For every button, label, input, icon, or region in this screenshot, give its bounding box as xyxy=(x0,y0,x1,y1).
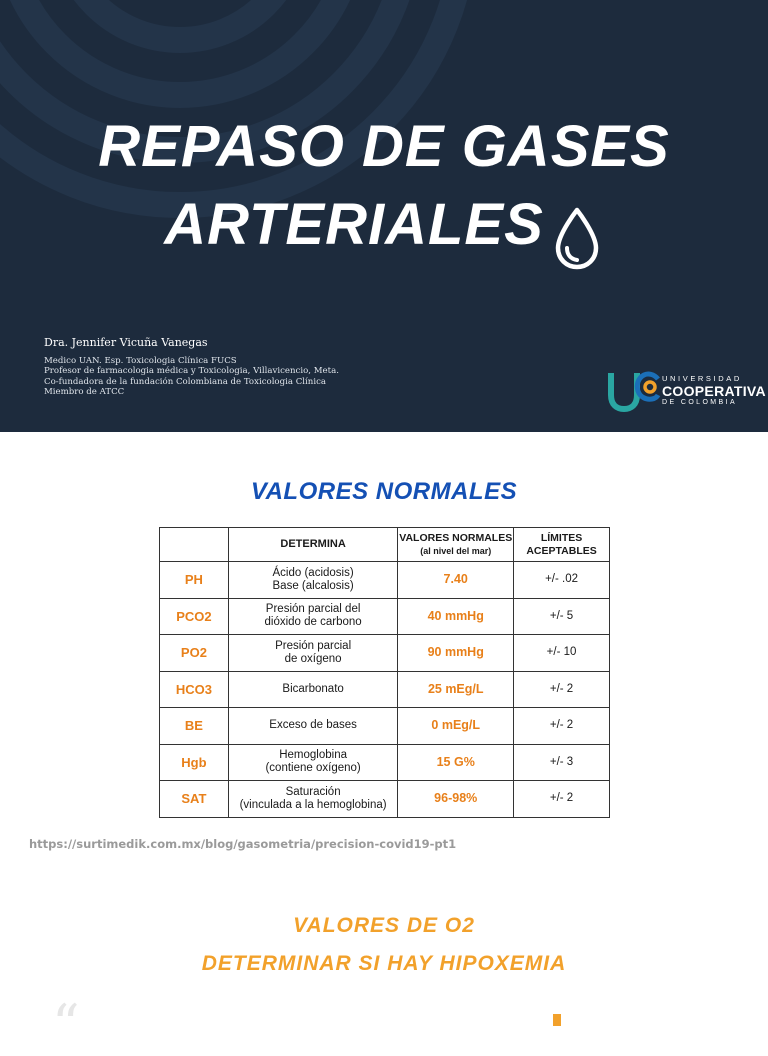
header-limits: LÍMITES ACEPTABLES xyxy=(514,528,610,562)
slide-title-line1: REPASO DE GASES xyxy=(98,114,670,179)
row-param: PCO2 xyxy=(160,598,229,635)
row-limits: +/- 2 xyxy=(514,671,610,708)
table-row xyxy=(160,708,610,745)
water-drop-icon xyxy=(552,206,602,272)
section-title: VALORES NORMALES xyxy=(250,478,518,505)
title-slide xyxy=(0,0,768,432)
row-normal-value: 96-98% xyxy=(398,781,514,818)
row-limits: +/- 2 xyxy=(514,781,610,818)
table-row xyxy=(160,744,610,781)
normal-values-table xyxy=(159,527,610,818)
row-determina xyxy=(228,781,398,818)
row-normal-value: 25 mEg/L xyxy=(398,671,514,708)
row-param: PH xyxy=(160,562,229,599)
determina-line: Presión parcial del xyxy=(265,603,361,616)
determina-line: dióxido de carbono xyxy=(264,616,362,629)
row-determina xyxy=(228,744,398,781)
subtitle-line2: DETERMINAR SI HAY HIPOXEMIA xyxy=(201,952,567,975)
ucc-logo-text xyxy=(662,374,766,406)
determina-line: Bicarbonato xyxy=(282,682,344,695)
row-param: PO2 xyxy=(160,635,229,672)
logo-line2: COOPERATIVA xyxy=(662,383,766,399)
normal-values-slide xyxy=(0,432,768,1056)
author-bio xyxy=(44,356,339,398)
row-normal-value: 0 mEg/L xyxy=(398,708,514,745)
determina-line: Hemoglobina xyxy=(279,749,347,762)
row-normal-value: 40 mmHg xyxy=(398,598,514,635)
source-link[interactable]: https://surtimedik.com.mx/blog/gasometria/precision-covid19-pt1 xyxy=(29,837,457,851)
determina-line: Presión parcial xyxy=(275,639,352,652)
orange-accent-bar xyxy=(553,1014,561,1026)
determina-line: de oxígeno xyxy=(284,652,342,665)
header-normal-values xyxy=(398,528,514,562)
row-param: BE xyxy=(160,708,229,745)
header-determina: DETERMINA xyxy=(228,528,398,562)
row-limits: +/- 2 xyxy=(514,708,610,745)
author-name: Dra. Jennifer Vicuña Vanegas xyxy=(44,336,208,349)
row-determina xyxy=(228,598,398,635)
determina-line: (contiene oxígeno) xyxy=(265,762,361,775)
bio-line: Co-fundadora de la fundación Colombiana de Toxicologia Clínica xyxy=(44,376,327,387)
row-limits: +/- 5 xyxy=(514,598,610,635)
header-param xyxy=(160,528,229,562)
bio-line: Profesor de farmacologia médica y Toxicologia, Villavicencio, Meta. xyxy=(44,366,339,377)
determina-line: Saturación xyxy=(285,785,341,798)
logo-line1: UNIVERSIDAD xyxy=(662,374,742,383)
row-normal-value: 90 mmHg xyxy=(398,635,514,672)
header-normal-sub: (al nivel del mar) xyxy=(420,545,492,556)
bio-line: Medico UAN. Esp. Toxicologia Clínica FUCS xyxy=(44,356,237,366)
row-normal-value: 15 G% xyxy=(398,744,514,781)
row-limits: +/- .02 xyxy=(514,562,610,599)
table-row xyxy=(160,598,610,635)
row-limits: +/- 3 xyxy=(514,744,610,781)
table-row xyxy=(160,781,610,818)
row-param: HCO3 xyxy=(160,671,229,708)
table-row xyxy=(160,562,610,599)
determina-line: (vinculada a la hemoglobina) xyxy=(239,798,387,811)
header-normal-label: VALORES NORMALES xyxy=(399,531,513,544)
row-normal-value: 7.40 xyxy=(398,562,514,599)
row-determina xyxy=(228,708,398,745)
determina-line: Ácido (acidosis) xyxy=(272,566,354,579)
row-determina xyxy=(228,635,398,672)
determina-line: Exceso de bases xyxy=(269,719,357,732)
logo-line3: DE COLOMBIA xyxy=(662,399,738,406)
determina-line: Base (alcalosis) xyxy=(272,579,354,592)
table-header-row xyxy=(160,528,610,562)
row-param: Hgb xyxy=(160,744,229,781)
quote-mark-icon: “ xyxy=(52,993,80,1056)
row-limits: +/- 10 xyxy=(514,635,610,672)
bio-line: Miembro de ATCC xyxy=(44,387,125,398)
slide-title-line2: ARTERIALES xyxy=(164,192,544,257)
row-determina xyxy=(228,671,398,708)
table-row xyxy=(160,671,610,708)
row-param: SAT xyxy=(160,781,229,818)
table-row xyxy=(160,635,610,672)
row-determina xyxy=(228,562,398,599)
subtitle-line1: VALORES DE O2 xyxy=(293,914,475,937)
